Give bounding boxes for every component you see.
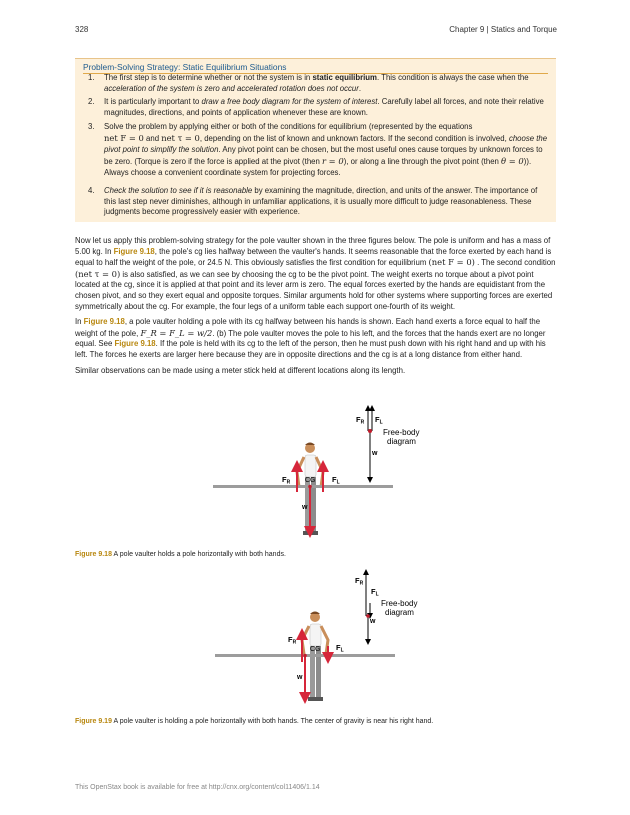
- figure-caption: Figure 9.18 A pole vaulter holds a pole horizontally with both hands.: [75, 551, 286, 558]
- figure-link[interactable]: Figure 9.18: [114, 339, 156, 349]
- page-number: 328: [75, 25, 89, 34]
- step-1: 1. The first step is to determine whether or not the system is in static equilibrium. This condition is always the case when the acceleration of the system is zero and accelerated rotation does not occur.: [88, 73, 529, 93]
- step-number: 1.: [88, 73, 95, 82]
- fr-label: $F_R$: [355, 576, 364, 587]
- figure-9-19-illustration: [205, 568, 418, 708]
- equation: r = 0: [322, 155, 344, 166]
- step-number: 4.: [88, 186, 95, 195]
- free-body-label: Free-body diagram: [381, 599, 418, 617]
- fr-label: $F_R$: [356, 415, 365, 426]
- paragraph: Now let us apply this problem-solving strategy for the pole vaulter shown in the three figures below. The pole is uniform and has a mass of 5.00 kg. In Figure 9.18, the pole's cg lies halfway between the vaulter's hands. It seems reasonable that the force exerted by each hand is equal to half the weight of the pole, or 24.5 N. This obviously satisfies the first condition for equilibrium (net F = 0) . The second condition (net τ = 0) is also satisfied, as we can see by choosing the cg to be the pivot point. The weight exerts no torque about a pivot point located at the cg, since it is applied at that point and its lever arm is zero. The equal forces exerted by the hands are equidistant from the chosen pivot, and so they exert equal and opposite torques. Similar arguments hold for other systems where supporting forces are exerted symmetrically about the cg. For example, the four legs of a uniform table each support one-fourth of its weight.: [75, 236, 556, 311]
- w-label: w: [372, 450, 378, 457]
- chapter-title: Chapter 9 | Statics and Torque: [449, 25, 557, 34]
- fr-label: $F_R$: [282, 475, 291, 486]
- equation: F_R = F_L = w/2: [140, 327, 213, 338]
- footer-text: This OpenStax book is available for free at http://cnx.org/content/col11406/1.14: [75, 784, 320, 791]
- fl-label: $F_L$: [336, 643, 344, 654]
- fl-label: $F_L$: [371, 587, 379, 598]
- body-text: [75, 236, 556, 381]
- fl-label: $F_L$: [332, 475, 340, 486]
- strategy-title: Problem-Solving Strategy: Static Equilibrium Situations: [83, 62, 287, 72]
- step-3: 3. Solve the problem by applying either or both of the conditions for equilibrium (represented by the equations net F = 0 and net τ = 0, depending on the list of known and unknown factors. If the second condition is involved, choose the pivot point to simplify the solution. Any pivot point can be chosen, but the most useful ones cause torques by unknown forces to be zero. (Torque is zero if the force is applied at the pivot (then r = 0), or along a line through the pivot point (then θ = 0)). Always choose a convenient coordinate system for projecting forces.: [88, 122, 548, 178]
- free-body-label: Free-body diagram: [383, 428, 420, 446]
- w-label: w: [302, 504, 308, 511]
- equation: (net τ = 0): [75, 268, 121, 279]
- figure-9-18-illustration: [205, 402, 420, 542]
- cg-point: [308, 485, 312, 489]
- cg-label: CG: [305, 477, 316, 484]
- step-number: 3.: [88, 122, 95, 131]
- w-label: w: [297, 674, 303, 681]
- cg-point: [303, 654, 307, 658]
- w-label: w: [370, 618, 376, 625]
- equation: net τ = 0: [161, 132, 200, 143]
- figure-caption: Figure 9.19 A pole vaulter is holding a pole horizontally with both hands. The center of gravity is near his right hand.: [75, 718, 434, 725]
- step-4: 4. Check the solution to see if it is reasonable by examining the magnitude, direction, and units of the answer. The importance of this last step never diminishes, although in unfamiliar applications, it is usually more difficult to judge reasonableness. These judgments become progressively easier with experience.: [88, 186, 538, 217]
- step-2: 2. It is particularly important to draw a free body diagram for the system of interest. Carefully label all forces, and note their relative magnitudes, directions, and points of application whenever these are known.: [88, 97, 544, 117]
- figure-link[interactable]: Figure 9.18: [83, 317, 125, 327]
- paragraph: Similar observations can be made using a meter stick held at different locations along its length.: [75, 365, 406, 375]
- equation: θ = 0: [501, 155, 524, 166]
- paragraph: In Figure 9.18, a pole vaulter holding a pole with its cg halfway between his hands is shown. Each hand exerts a force equal to half the weight of the pole, F_R = F_L = w/2. (b) The pole vaulter moves the pole to his left, and the forces that the hands exert are no longer equal. See Figure 9.18. If the pole is held with its cg to the left of the person, then he must push down with his right hand and up with his left. The forces he exerts are larger here because they are in opposite directions and the cg is at a long distance from either hand.: [75, 317, 546, 359]
- strategy-box: [75, 58, 556, 222]
- fr-label: $F_R$: [288, 635, 297, 646]
- step-number: 2.: [88, 97, 95, 106]
- fl-label: $F_L$: [375, 415, 383, 426]
- figure-link[interactable]: Figure 9.18: [113, 246, 155, 256]
- equation: (net F = 0): [428, 257, 475, 268]
- pole: [213, 485, 393, 488]
- equation: net F = 0: [104, 132, 144, 143]
- cg-point: [368, 429, 372, 433]
- cg-label: CG: [310, 646, 321, 653]
